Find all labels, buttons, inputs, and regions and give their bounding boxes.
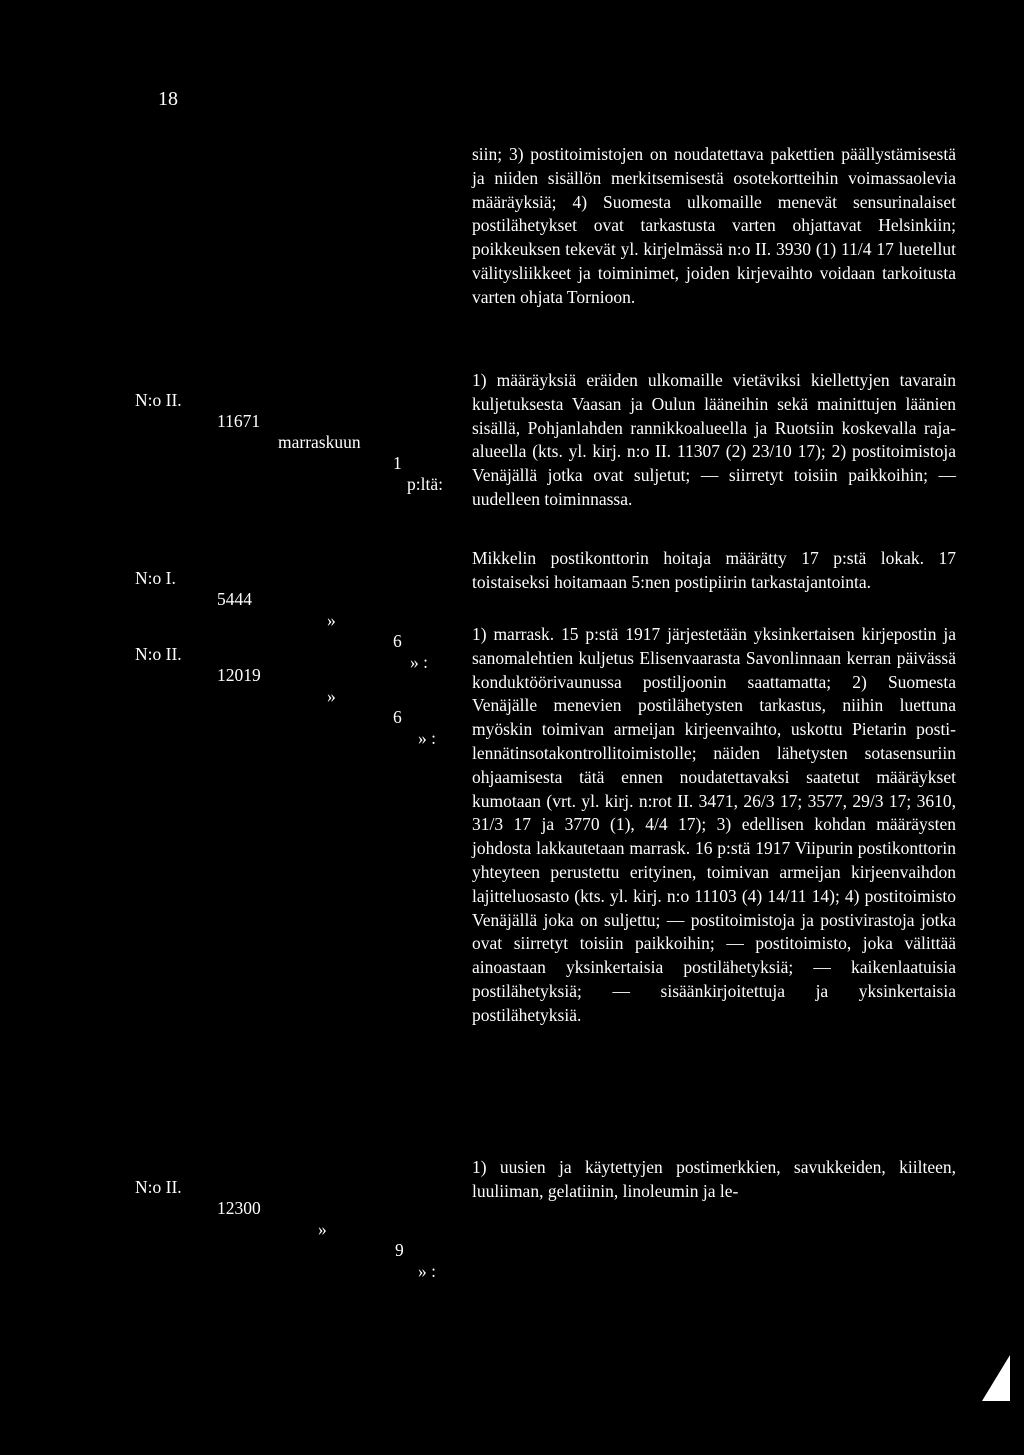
entry-no: N:o II. xyxy=(135,1177,182,1197)
ditto-mark: » xyxy=(327,686,336,706)
continuation-text: siin; 3) postitoimistojen on noudatettava pakettien päällystämisestä ja niiden sisällön merkitsemisestä osotekortteihin voimassaolevia määräyksiä; 4) Suomesta ulkomaille menevät sensurinalaiset postilähetykset ovat tarkastusta varten ohjattavat Helsinkiin; poikkeuksen tekevät yl. kirjelmässä n:o II. 3930 (1) 11/4 17 luetellut välitysliikkeet ja toiminimet, joiden kirjevaihto voidaan tarkoitusta varten ohjata Tornioon. xyxy=(472,144,956,307)
entry-no: N:o II. xyxy=(135,390,182,410)
entry-day: 6 xyxy=(393,631,402,651)
entry-number: 12300 xyxy=(217,1198,261,1218)
ditto-mark: » xyxy=(327,610,336,630)
scan-corner-mark xyxy=(982,1355,1010,1401)
entry-text: 1) marrask. 15 p:stä 1917 järjestetään yksinkertaisen kirjepostin ja sanomalehtien kuljetus Elisenvaarasta Savonlinnaan kerran päivässä konduktöörivaunussa postiljoonin saattamatta; 2) Suomesta Venäjälle menevien postilähetysten tarkastus, niihin luettuna myöskin toimivan armeijan kirjeenvaihto, uskottu Pietarin posti-lennätinsotakontrollitoimistolle; näiden lähetysten sotasensuriin ohjaamisesta tätä ennen noudatettavaksi saatetut määräykset kumotaan (vrt. yl. kirj. n:rot II. 3471, 26/3 17; 3577, 29/3 17; 3610, 31/3 17 ja 3770 (1), 4/4 17); 3) edellisen kohdan määräysten johdosta lakkautetaan marrask. 16 p:stä 1917 Viipurin postikonttorin yhteyteen perustettu erityinen, toimivan armeijan kirjeenvaihdon lajitteluosasto (kts. yl. kirj. n:o 11103 (4) 14/11 14); 4) postitoimisto Venäjällä joka on suljettu; — postitoimistoja ja postivirastoja jotka ovat siirretyt toisiin paikkoihin; — postitoimisto, joka välittää ainoastaan yksinkertaisia postilähetyksiä; — kaikenlaatuisia postilähetyksiä; — sisäänkirjoitettuja ja yksinkertaisia postilähetyksiä. xyxy=(472,624,956,1025)
entry-no: N:o I. xyxy=(135,568,176,588)
entry-number: 11671 xyxy=(217,411,261,431)
entry-tail: » : xyxy=(410,652,428,672)
entry-tail: » : xyxy=(418,1261,436,1281)
entry-month: marraskuun xyxy=(278,432,361,452)
page-number: 18 xyxy=(158,88,178,110)
entry-no: N:o II. xyxy=(135,644,182,664)
ditto-mark: » xyxy=(318,1219,327,1239)
entry-tail: » : xyxy=(418,728,436,748)
entry-number: 12019 xyxy=(217,665,261,685)
entry-tail: p:ltä: xyxy=(407,474,443,494)
entry-label xyxy=(0,623,436,749)
entry-day: 1 xyxy=(393,453,402,473)
entry-day: 6 xyxy=(393,707,402,727)
entry-text: Mikkelin postikonttorin hoitaja määrätty 17 p:stä lokak. 17 toistaiseksi hoitamaan 5:nen postipiirin tarkastajantointa. xyxy=(472,548,956,592)
entry-day: 9 xyxy=(395,1240,404,1260)
entry-text: 1) uusien ja käytettyjen postimerkkien, savukkeiden, kiilteen, luuliiman, gelatiinin, linoleumin ja le- xyxy=(472,1157,956,1201)
entry-number: 5444 xyxy=(217,589,252,609)
entry-text: 1) määräyksiä eräiden ulkomaille vietäviksi kiellettyjen tavarain kuljetuksesta Vaasan ja Oulun lääneihin sekä mainittujen läänien sisällä, Pohjanlahden rannikkoalueella ja Ruotsiin koskevalla raja-alueella (kts. yl. kirj. n:o II. 11307 (2) 23/10 17); 2) postitoimistoja Venäjällä jotka ovat suljetut; — siirretyt toisiin paikkoihin; — uudelleen toiminnassa. xyxy=(472,370,956,509)
entry-label xyxy=(0,1156,436,1282)
entry-label xyxy=(0,369,443,495)
